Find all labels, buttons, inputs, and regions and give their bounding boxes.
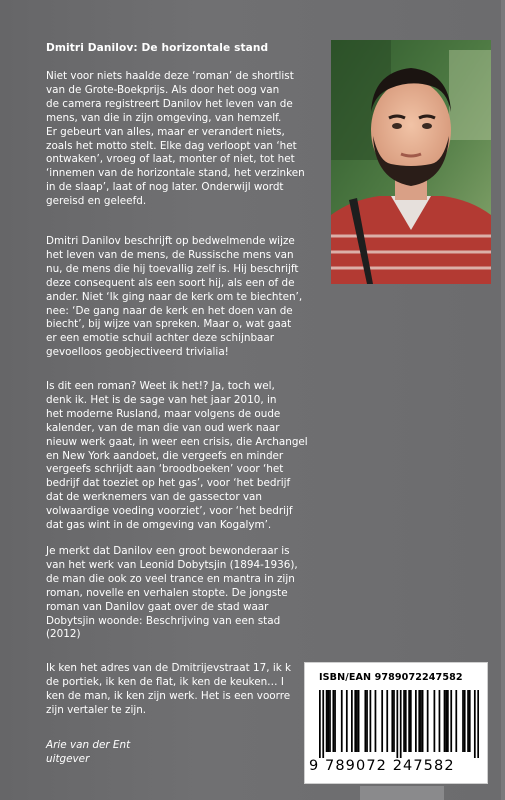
author-portrait-image [331,40,491,284]
barcode-bar [420,690,422,752]
paragraph-1 [46,70,305,209]
barcode-bar [354,690,356,752]
text-line: Ik ken het adres van de Dmitrijevstraat 17, ik k [46,662,292,674]
barcode-bar [326,690,328,752]
text-line: ontwaken’, vroeg of laat, monter of niet, tot het [46,153,295,166]
barcode-bar [418,690,420,752]
barcode-bar [370,690,372,752]
text-line: volwaardige voeding voorziet’, voor ‘het bedrijf [46,505,293,518]
text-line: Niet voor niets haalde deze ‘roman’ de shortlist [46,70,294,82]
barcode-bar [386,690,388,752]
barcode-bar [327,690,329,752]
barcode-bar [405,690,407,752]
text-line: nu, de mens die hij toevallig zelf is. Hij beschrijft [46,262,299,275]
text-line: van de Grote-Boekprijs. Als door het oog van [46,83,280,96]
text-line: vergeefs schrijdt aan ‘broodboeken’ voor ‘het [46,463,284,476]
text-line: in de slaap’, laat of nog later. Onderwijl wordt [46,181,284,194]
text-line: biecht’, bij wijze van spreken. Maar o, wat gaat [46,318,292,331]
barcode-bar [319,690,321,758]
barcode-bar [396,690,398,758]
text-line: denk ik. Het is de sage van het jaar 2010, in [46,393,277,406]
text-line: gereisd en geleefd. [46,195,147,208]
barcode-bar [358,690,360,752]
barcode-bar [427,690,429,752]
barcode-bar [422,690,424,752]
text-line: bedrijf dat toeziet op het gas’, voor ‘het bedrijf [46,477,291,490]
text-line: mens, van die in zijn omgeving, van hemzelf. [46,111,282,124]
text-line: roman van Danilov gaat over de stad waar [46,600,269,613]
barcode-bar [322,690,324,758]
text-line: kalender, van de man die van oud werk naar [46,421,280,434]
barcode-bar [391,690,393,752]
barcode-bar [474,690,476,758]
barcode-bar [341,690,343,752]
text-line: nieuw werk gaat, in weer een crisis, die Archangel [46,435,308,448]
text-line: er een emotie schuil achter deze schijnbaar [46,332,275,345]
signature-role: uitgever [46,753,90,765]
paragraph-5 [46,662,291,718]
barcode-bar [393,690,395,752]
barcode-bar [462,690,464,752]
text-line: nee: ‘De gang naar de kerk en het doen van de [46,304,293,317]
text-line: de portiek, ik ken de flat, ik ken de keuken… I [46,675,284,688]
barcode-bar [415,690,417,752]
text-line: Er gebeurt van alles, maar er verandert niets, [46,125,285,138]
text-line: zoals het motto stelt. Elke dag verloopt van ‘het [46,139,297,152]
barcode-bar [439,690,441,752]
author-portrait-icon [331,40,491,284]
barcode-bar [366,690,368,752]
barcode-bar [400,690,402,758]
barcode-bar [351,690,353,752]
text-line: zijn vertaler te zijn. [46,703,147,716]
barcode-bar [447,690,449,752]
text-line: roman, novelle en verhalen stopte. De jongste [46,586,288,599]
text-line: het leven van de mens, de Russische mens van [46,248,294,261]
text-line: de man die ook zo veel trance en mantra in zijn [46,572,295,585]
barcode-bar [408,690,410,752]
text-line: van het werk van Leonid Dobytsjin (1894-1936), [46,558,298,571]
isbn-barcode-label [304,662,488,784]
barcode-bars [319,690,479,758]
signature-name: Arie van der Ent [46,739,131,751]
spine-strip [360,786,444,800]
barcode-bar [403,690,405,752]
paragraph-3 [46,380,308,533]
barcode-bar [445,690,447,752]
barcode-bar [464,690,466,752]
text-line: dat de werknemers van de gassector van [46,491,262,504]
page-title: Dmitri Danilov: De horizontale stand [46,42,269,54]
text-line: ‘innemen van de horizontale stand, het verzinken [46,167,305,180]
barcode-bar [469,690,471,752]
text-line: Is dit een roman? Weet ik het!? Ja, toch wel, [46,380,275,392]
text-line: en New York aandoet, die vergeefs en minder [46,449,284,462]
barcode-bar [346,690,348,752]
barcode-digits: 9 789072 247582 [309,758,455,774]
text-line: dat gas wint in de omgeving van Kogalym’. [46,519,272,532]
text-line: Dobytsjin woonde: Beschrijving van een stad [46,614,281,627]
signature [46,738,130,766]
barcode-bar [332,690,334,752]
text-line: ken de man, ik ken zijn werk. Het is een voorre [46,689,291,702]
barcode-bar [477,690,479,758]
barcode-bar [334,690,336,752]
barcode-bar [329,690,331,752]
text-line: Dmitri Danilov beschrijft op bedwelmende wijze [46,235,295,247]
barcode-bar [455,690,457,752]
text-line: gevoelloos geobjectiveerd trivialia! [46,346,229,359]
text-line: ander. Niet ‘Ik ging naar de kerk om te biechten’, [46,290,303,303]
barcode-bar [364,690,366,752]
barcode-bar [375,690,377,752]
barcode-bar [467,690,469,752]
barcode-bar [356,690,358,752]
paragraph-4 [46,545,298,642]
barcode-bar [381,690,383,752]
text-line: deze consequent als een soort hij, als een of de [46,276,295,289]
barcode-bar [444,690,446,752]
barcode-bar [410,690,412,752]
barcode-bar [434,690,436,752]
text-line: de camera registreert Danilov het leven van de [46,97,293,110]
paragraph-2 [46,235,302,360]
barcode-bar [450,690,452,752]
isbn-text: ISBN/EAN 9789072247582 [319,672,463,683]
text-line: het moderne Rusland, maar volgens de oude [46,407,281,420]
text-line: (2012) [46,628,81,641]
text-line: Je merkt dat Danilov een groot bewonderaar is [46,545,290,557]
